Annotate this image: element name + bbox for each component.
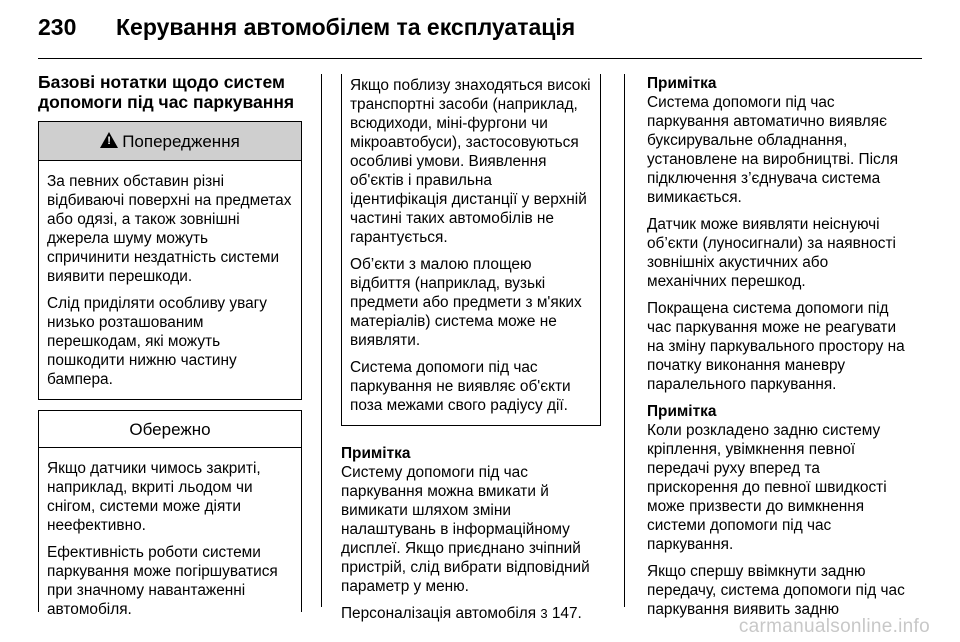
warning-paragraph: Слід приділяти особливу увагу низько розташованим перешкодам, які можуть пошкодити нижню частину бампера. bbox=[47, 295, 267, 388]
body-paragraph: Датчик може виявляти неіснуючі об’єкти (луносигнали) за наявності зовнішніх акустичних або механічних перешкод. bbox=[647, 216, 896, 290]
cross-reference-text: Персоналізація автомобіля bbox=[341, 605, 537, 622]
warning-title: Попередження bbox=[122, 131, 240, 151]
warning-triangle-icon: ! bbox=[100, 132, 118, 148]
watermark: carmanualsonline.info bbox=[738, 616, 930, 637]
caution-box-body bbox=[39, 448, 301, 629]
note-title: Примітка bbox=[647, 403, 717, 420]
warning-paragraph: За певних обставин різні відбиваючі поверхні на предметах або одязі, а також зовнішні джерела шуму можуть спричинити нездатність системи виявити перешкоди. bbox=[47, 173, 292, 285]
column-divider-2 bbox=[624, 74, 625, 607]
body-paragraph: Якщо спершу ввімкнути задню передачу, система допомоги під час паркування виявить задню bbox=[647, 563, 905, 618]
section-heading-line-1: Базові нотатки щодо систем bbox=[38, 72, 285, 92]
warning-box-header bbox=[39, 122, 301, 161]
chapter-title: Керування автомобілем та експлуатація bbox=[116, 14, 576, 40]
page-reference-arrow-icon: 3 bbox=[540, 606, 548, 621]
column-divider-1 bbox=[321, 74, 322, 607]
warning-box-body bbox=[39, 161, 301, 399]
column-2 bbox=[341, 74, 601, 631]
column-3 bbox=[647, 74, 907, 627]
continued-caution-box bbox=[341, 74, 601, 426]
caution-paragraph: Система допомоги під час паркування не виявляє об'єкти поза межами свого радіусу дії. bbox=[350, 359, 571, 414]
caution-paragraph: Якщо поблизу знаходяться високі транспортні засоби (наприклад, всюдиходи, міні-фургони чи мікроавтобуси), застосовуються особливі умови. Виявлення об'єктів і правильна ідентифікація дистанції у верхній частині таких автомобілів не гарантується. bbox=[350, 77, 591, 246]
caution-paragraph: Якщо датчики чимось закриті, наприклад, вкриті льодом чи снігом, системи може діяти неефективно. bbox=[47, 460, 261, 534]
note-text: Коли розкладено задню систему кріплення, увімкнення певної передачі руху вперед та прискорення до певної швидкості може призвести до вимкнення системи допомоги під час паркування. bbox=[647, 422, 887, 553]
continued-caution-body bbox=[342, 74, 600, 425]
note-title: Примітка bbox=[647, 75, 717, 92]
note-text: Система допомоги під час паркування автоматично виявляє буксирувальне обладнання, установлене на виробництві. Після підключення з’єднувача система вимикається. bbox=[647, 94, 899, 206]
caution-box bbox=[38, 410, 302, 618]
note-text: Систему допомоги під час паркування можна вмикати й вимикати шляхом зміни налаштувань в інформаційному дисплеї. Якщо приєднано зчіпний пристрій, слід вибрати відповідний параметр у меню. bbox=[341, 464, 590, 595]
section-heading bbox=[38, 72, 302, 112]
warning-box bbox=[38, 121, 302, 400]
body-paragraph: Покращена система допомоги під час паркування може не реагувати на зміну паркувального простору на початку виконання маневру паралельного паркування. bbox=[647, 300, 905, 393]
page-header bbox=[38, 14, 575, 54]
note-title: Примітка bbox=[341, 445, 411, 462]
section-heading-line-2: допомоги під час паркування bbox=[38, 92, 295, 112]
cross-reference bbox=[341, 604, 601, 623]
column-1 bbox=[38, 72, 302, 618]
caution-title: Обережно bbox=[129, 419, 211, 439]
caution-paragraph: Ефективність роботи системи паркування може погіршуватися при значному навантаженні автомобіля. bbox=[47, 544, 278, 618]
caution-box-header bbox=[39, 411, 301, 448]
cross-reference-page: 147. bbox=[551, 605, 582, 622]
page-number: 230 bbox=[38, 14, 77, 40]
caution-paragraph: Об’єкти з малою площею відбиття (наприклад, вузькі предмети або предмети з м'яких матеріалів) система може не виявляти. bbox=[350, 256, 582, 349]
header-divider bbox=[38, 58, 922, 59]
